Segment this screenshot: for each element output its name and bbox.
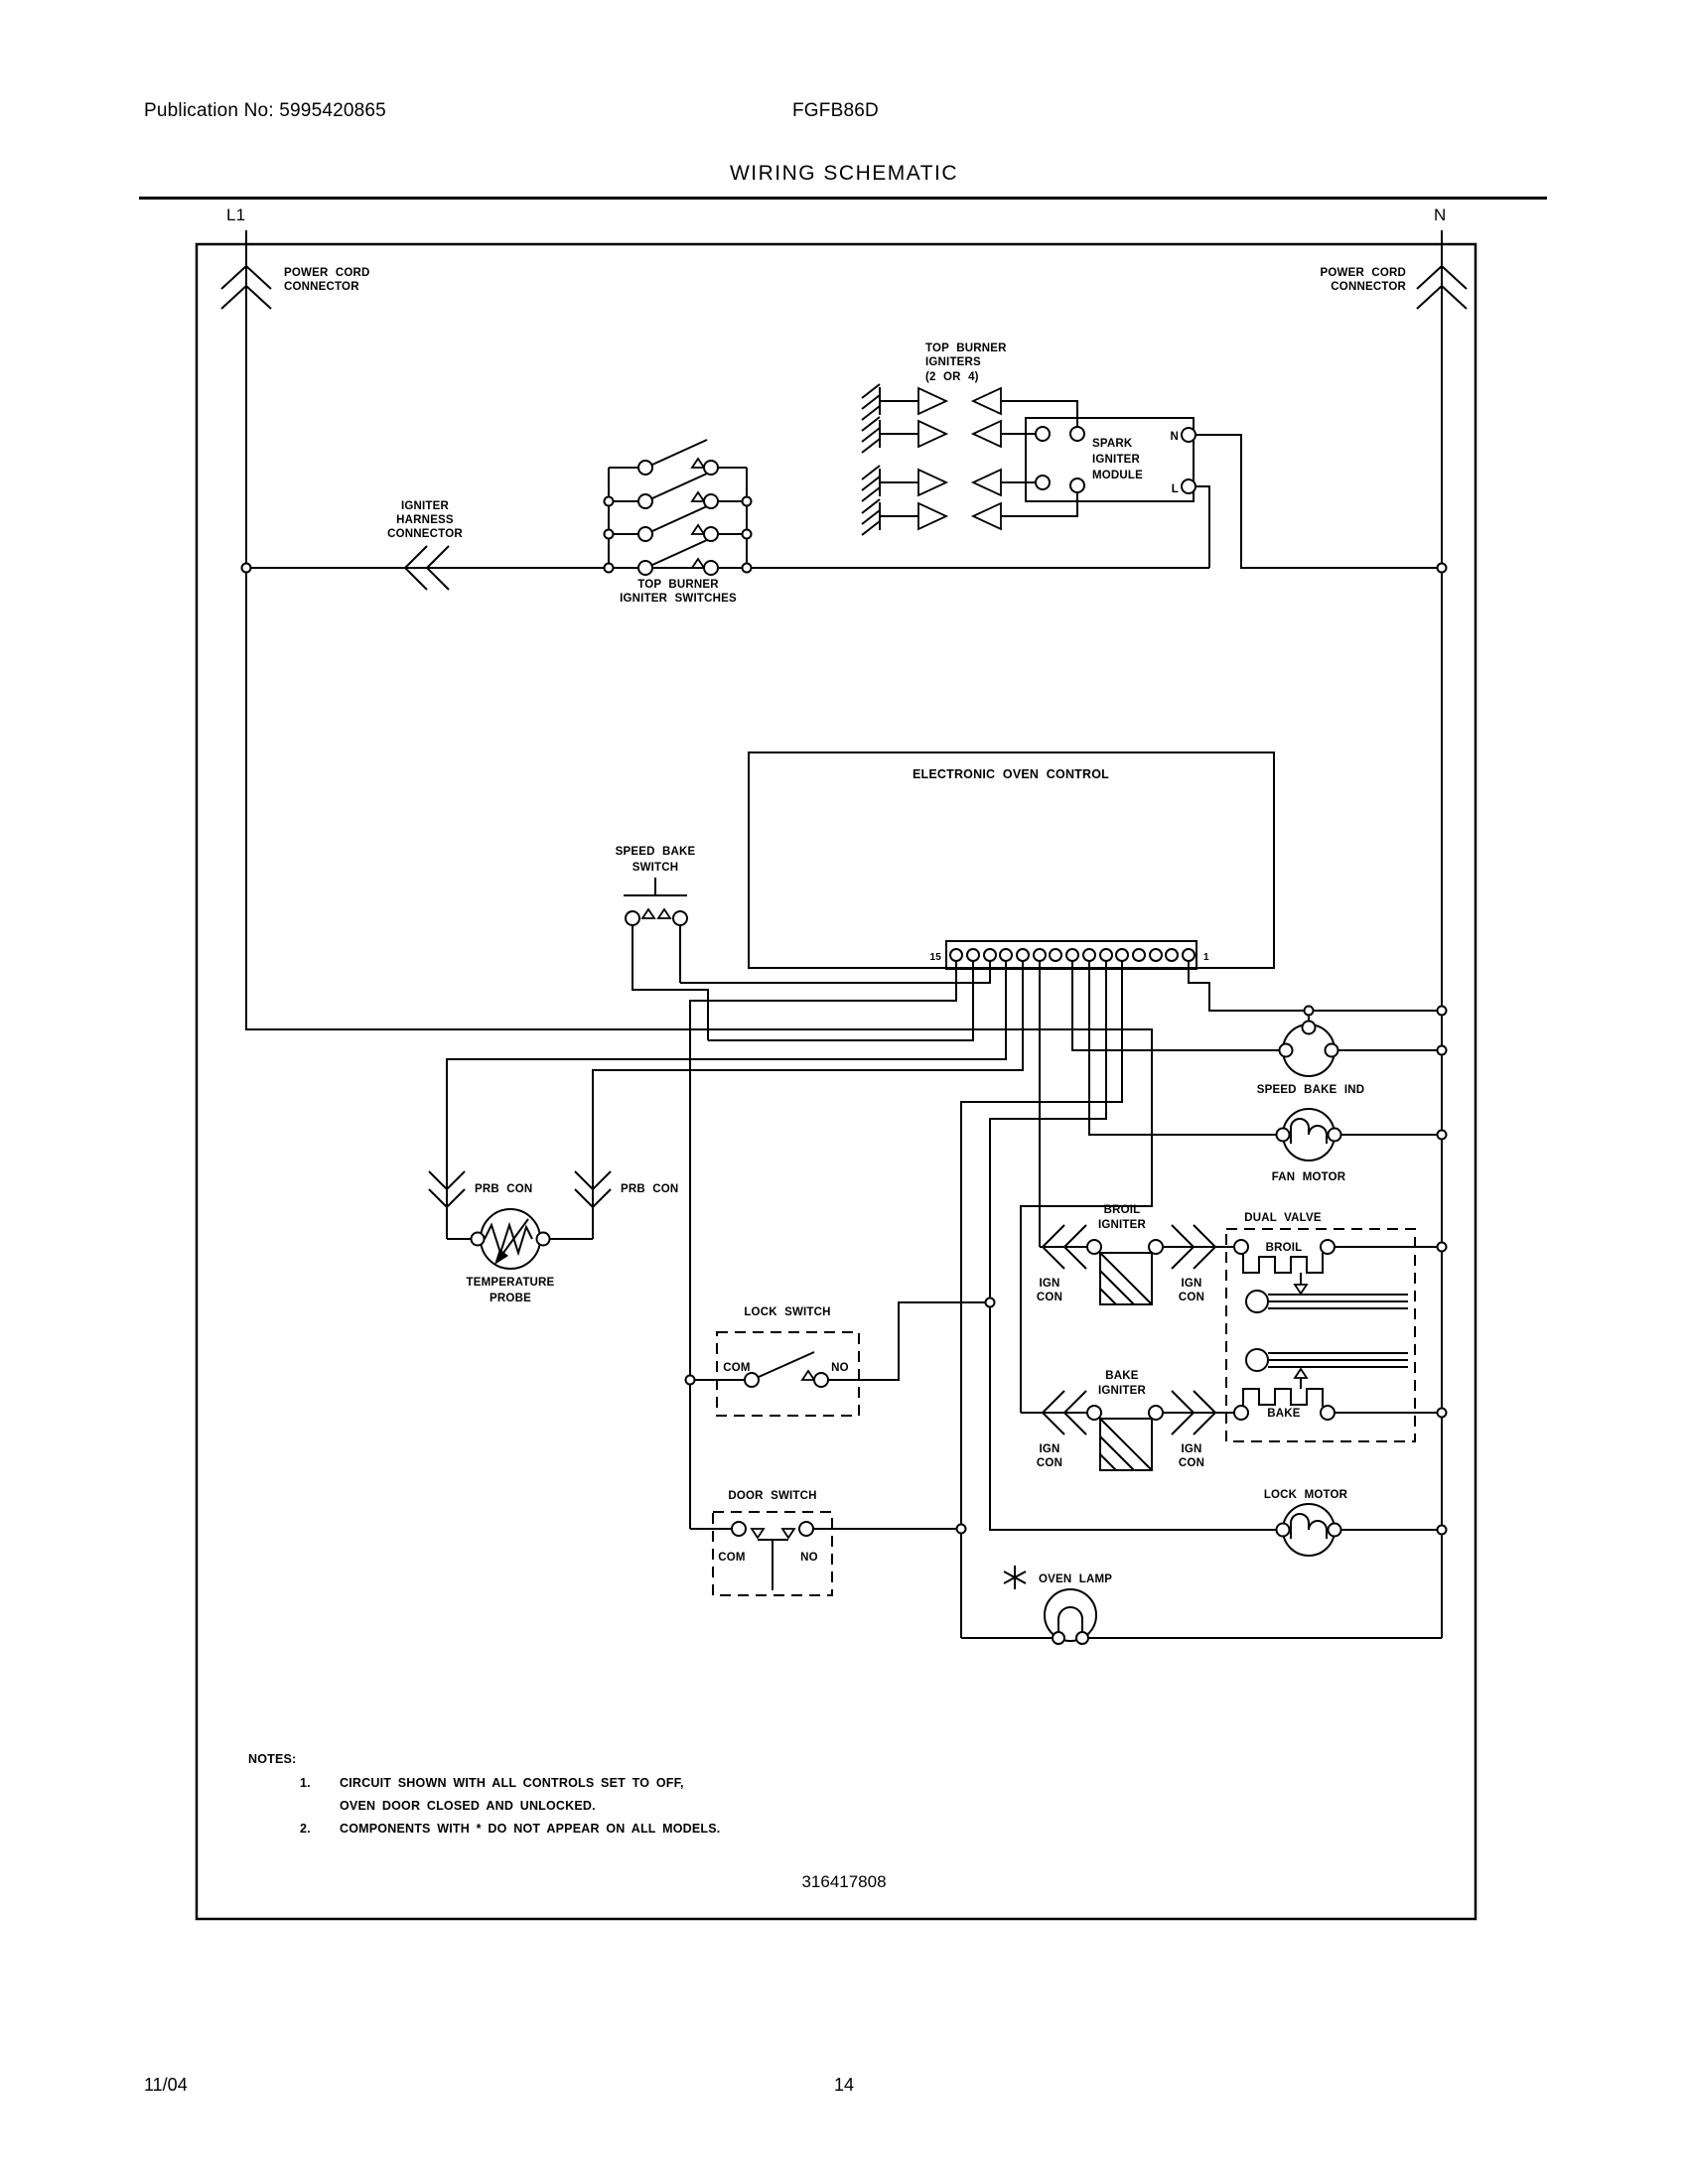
power-cord-label: CONNECTOR [1331,281,1406,293]
asterisk-icon [1004,1566,1026,1589]
lock-motor [1264,1489,1447,1556]
valve-arrow-icon [1295,1369,1307,1378]
speed-bake-ind-label: SPEED BAKE IND [1256,1084,1365,1096]
top-burner-igniters-label: TOP BURNER [925,342,1007,354]
top-burner-switches-label: IGNITER SWITCHES [620,593,737,605]
fan-motor-label: FAN MOTOR [1271,1171,1346,1183]
lock-switch-label: LOCK SWITCH [744,1306,831,1318]
note-2-number: 2. [300,1822,311,1836]
footer-page-number: 14 [833,2075,855,2095]
l1-power-rail [221,205,1152,1413]
spark-module-label: SPARK [1092,438,1133,450]
spark-module-l-terminal: L [1171,483,1179,495]
eoc-label: ELECTRONIC OVEN CONTROL [912,767,1110,781]
speed-bake-indicator [1257,1007,1447,1097]
page-title: WIRING SCHEMATIC [729,162,959,185]
temperature-probe-label: TEMPERATURE [466,1277,555,1289]
door-switch-label: DOOR SWITCH [728,1490,817,1502]
lock-switch-com-label: COM [723,1362,751,1374]
ign-con-label: CON [1036,1457,1063,1469]
publication-number: Publication No: 5995420865 [144,100,386,121]
igniter-harness-connector [246,500,1209,590]
spark-module-n-terminal: N [1170,431,1179,443]
pin-1-label: 1 [1203,952,1209,963]
n-power-rail [1321,205,1468,1638]
valve-coil-icon [1243,1253,1323,1273]
door-switch [690,1490,966,1595]
top-burner-igniters-label: IGNITERS [925,356,981,368]
bake-igniter-label: IGNITER [1097,1385,1147,1397]
ign-con-label: IGN [1039,1278,1060,1290]
door-switch-com-label: COM [718,1552,746,1564]
speed-bake-switch-label: SWITCH [632,862,679,874]
probe-arrow-icon [494,1249,508,1265]
top-burner-switches-label: TOP BURNER [637,579,719,591]
speed-bake-switch [616,846,708,1040]
l1-label: L1 [226,205,246,224]
bake-burner-tube-icon [1246,1349,1408,1371]
power-cord-label: POWER CORD [284,267,370,279]
igniter-harness-label: IGNITER [400,500,450,512]
igniter-harness-label: CONNECTOR [387,528,463,540]
ign-con-label: IGN [1181,1443,1202,1455]
spark-electrode-icon [862,499,880,535]
n-label: N [1434,205,1447,224]
speed-bake-switch-label: SPEED BAKE [615,846,696,858]
valve-coil-icon [1243,1389,1323,1407]
ign-con-label: CON [1178,1457,1205,1469]
ign-con-label: CON [1036,1292,1063,1303]
broil-burner-tube-icon [1246,1291,1408,1312]
broil-igniter-label: IGNITER [1097,1219,1147,1231]
temperature-probe-label: PROBE [490,1293,531,1304]
lamp-filament-icon [1058,1607,1082,1634]
resistor-icon [485,1225,532,1253]
motor-coil-icon [1291,1514,1327,1539]
note-1-line-2: OVEN DOOR CLOSED AND UNLOCKED. [340,1799,596,1813]
schematic-border [197,244,1476,1919]
igniter-harness-label: HARNESS [396,514,454,526]
dual-valve [1226,1212,1447,1441]
spark-electrode-icon [862,466,880,501]
eoc-pin-wiring [447,961,1447,1638]
notes-heading: NOTES: [248,1752,297,1766]
door-switch-no-label: NO [800,1552,818,1564]
bake-igniter-circuit [1021,1370,1234,1470]
ign-con-label: IGN [1181,1278,1202,1290]
footer-date: 11/04 [144,2075,188,2095]
broil-igniter-circuit [1037,1204,1234,1304]
prb-con-label: PRB CON [475,1183,533,1195]
dual-valve-label: DUAL VALVE [1244,1212,1322,1224]
spark-module-label: MODULE [1092,470,1144,481]
spark-electrode-icon [862,384,880,420]
igniter-element-icon [1100,1419,1152,1470]
motor-coil-icon [1291,1119,1327,1144]
lock-switch-no-label: NO [831,1362,849,1374]
valve-arrow-icon [1295,1285,1307,1294]
broil-igniter-label: BROIL [1103,1204,1141,1216]
note-1-line-1: CIRCUIT SHOWN WITH ALL CONTROLS SET TO OFF, [340,1776,684,1790]
power-cord-label: CONNECTOR [284,281,359,293]
bake-valve-label: BAKE [1267,1408,1301,1420]
pin-15-label: 15 [929,952,941,963]
bake-igniter-label: BAKE [1105,1370,1139,1382]
spark-electrode-icon [862,417,880,453]
oven-lamp [961,1566,1442,1644]
electronic-oven-control [749,752,1274,969]
fan-motor [1272,1109,1447,1183]
schematic-part-number: 316417808 [801,1872,887,1891]
broil-valve-label: BROIL [1265,1242,1303,1254]
top-burner-igniters-label: (2 OR 4) [925,371,979,383]
spark-module-label: IGNITER [1092,454,1141,466]
top-burner-igniter-switches [605,440,752,605]
power-cord-label: POWER CORD [1320,267,1406,279]
lock-motor-label: LOCK MOTOR [1263,1489,1348,1501]
ign-con-label: CON [1178,1292,1205,1303]
note-2-line: COMPONENTS WITH * DO NOT APPEAR ON ALL MODELS. [340,1822,721,1836]
igniter-element-icon [1100,1253,1152,1304]
temperature-probe-circuit [429,1171,678,1304]
lock-switch [686,1298,995,1417]
ign-con-label: IGN [1039,1443,1060,1455]
model-number: FGFB86D [792,100,879,121]
note-1-number: 1. [300,1776,311,1790]
oven-lamp-label: OVEN LAMP [1039,1573,1113,1585]
prb-con-label: PRB CON [621,1183,679,1195]
